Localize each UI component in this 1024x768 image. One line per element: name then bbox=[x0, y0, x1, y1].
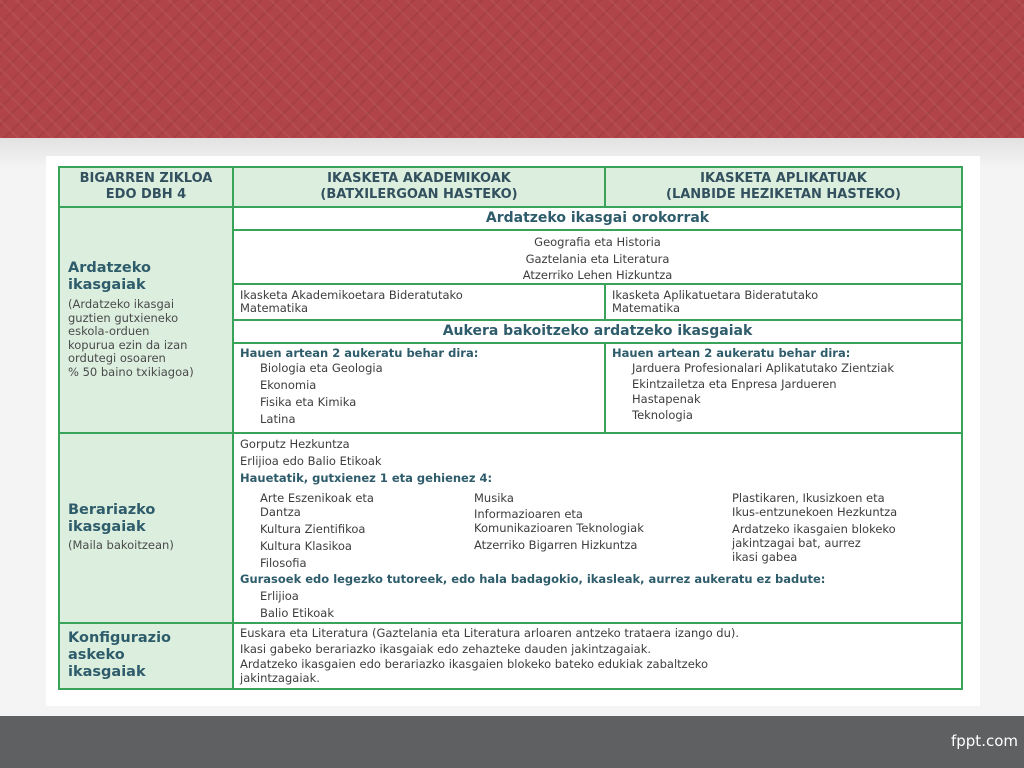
list-item: Atzerriko Bigarren Hizkuntza bbox=[474, 538, 638, 552]
divider bbox=[232, 229, 961, 231]
list-item: Ikasi gabeko berariazko ikasgaiak edo zehazteke dauden jakintzagaiak. bbox=[240, 641, 652, 656]
specific-options-col2 bbox=[474, 491, 714, 552]
section-core-label bbox=[68, 260, 228, 379]
list-item: Euskara eta Literatura (Gaztelania eta Literatura arloaren antzeko trataera izango du). bbox=[240, 626, 740, 640]
list-item: Kultura Klasikoa bbox=[260, 539, 352, 553]
curriculum-table bbox=[58, 166, 963, 690]
divider bbox=[604, 283, 606, 319]
specific-options-col3 bbox=[732, 491, 957, 564]
list-item: Ekintzailetza eta Enpresa Jardueren bbox=[632, 377, 837, 391]
list-item: Atzerriko Lehen Hizkuntza bbox=[522, 268, 673, 282]
list-item: Fisika eta Kimika bbox=[260, 395, 357, 409]
section-specific-title-line2: ikasgaiak bbox=[68, 519, 146, 535]
list-item: Informazioaren eta bbox=[474, 507, 583, 521]
list-item: Biologia eta Geologia bbox=[260, 361, 383, 375]
specific-options-col1 bbox=[260, 491, 480, 570]
list-item: Ardatzeko ikasgaien edo berariazko ikasgaien blokeko bateko edukiak zabaltzeko bbox=[240, 657, 709, 671]
divider bbox=[604, 168, 606, 206]
list-item: Ardatzeko ikasgaien blokeko bbox=[732, 522, 896, 536]
footer-band bbox=[0, 716, 1024, 768]
list-item: Gorputz Hezkuntza bbox=[240, 437, 350, 451]
common-subjects-list bbox=[234, 234, 961, 284]
header-cycle-line1: BIGARREN ZIKLOA bbox=[79, 171, 213, 186]
header-cycle-line2: EDO DBH 4 bbox=[105, 187, 187, 202]
math-academic bbox=[240, 289, 600, 315]
section-free-title-line3: ikasgaiak bbox=[68, 664, 146, 680]
divider bbox=[60, 432, 961, 434]
section-specific-title-line1: Berariazko bbox=[68, 502, 156, 518]
specific-fixed bbox=[240, 436, 955, 487]
divider bbox=[60, 622, 961, 624]
list-item: Geografia eta Historia bbox=[534, 235, 661, 249]
note-line: guztien gutxieneko bbox=[68, 310, 179, 325]
note-line: % 50 baino txikiagoa) bbox=[68, 364, 194, 379]
header-applied-line2: (LANBIDE HEZIKETAN HASTEKO) bbox=[666, 187, 901, 202]
options-heading: Aukera bakoitzeko ardatzeko ikasgaiak bbox=[442, 323, 753, 339]
list-item: Teknologia bbox=[632, 408, 693, 422]
list-item: Musika bbox=[474, 491, 514, 505]
note-line: ordutegi osoaren bbox=[68, 351, 166, 365]
section-free-title-line1: Konfigurazio bbox=[68, 630, 172, 646]
list-item: Dantza bbox=[260, 505, 301, 519]
list-item: Ekonomia bbox=[260, 378, 317, 392]
left-column-bg bbox=[60, 168, 232, 688]
section-specific-label bbox=[68, 502, 228, 553]
guardian-label: Gurasoek edo legezko tutoreek, edo hala badagokio, ikasleak, aurrez aukeratu ez badute: bbox=[240, 572, 826, 586]
academic-choose-label: Hauen artean 2 aukeratu behar dira: bbox=[240, 346, 479, 360]
note-line: (Ardatzeko ikasgai bbox=[68, 297, 175, 311]
header-academic bbox=[234, 168, 604, 206]
math-applied-line1: Ikasketa Aplikatuetara Bideratutako bbox=[612, 288, 819, 302]
list-item: Hastapenak bbox=[632, 392, 701, 406]
header-banner bbox=[0, 0, 1024, 138]
list-item: Gaztelania eta Literatura bbox=[525, 251, 670, 266]
list-item: Arte Eszenikoak eta bbox=[260, 491, 374, 505]
list-item: Erlijioa bbox=[260, 589, 299, 603]
math-academic-line1: Ikasketa Akademikoetara Bideratutako bbox=[240, 288, 463, 302]
list-item: jakintzagaiak. bbox=[240, 671, 320, 685]
header-cycle bbox=[60, 168, 232, 206]
list-item: Latina bbox=[260, 412, 296, 426]
guardian-choice bbox=[240, 571, 955, 622]
section-specific-note: (Maila bakoitzean) bbox=[68, 538, 174, 552]
header-applied bbox=[606, 168, 961, 206]
header-academic-line1: IKASKETA AKADEMIKOAK bbox=[327, 171, 511, 186]
common-subjects-heading: Ardatzeko ikasgai orokorrak bbox=[485, 210, 710, 226]
note-line: kopurua ezin da izan bbox=[68, 337, 188, 352]
list-item: jakintzagai bat, aurrez bbox=[732, 536, 861, 550]
math-applied bbox=[612, 289, 957, 315]
math-applied-line2: Matematika bbox=[612, 301, 681, 315]
section-core-note bbox=[68, 298, 228, 379]
list-item: Filosofia bbox=[260, 556, 307, 570]
specific-choose-label: Hauetatik, gutxienez 1 eta gehienez 4: bbox=[240, 471, 493, 485]
divider bbox=[604, 342, 606, 432]
list-item: Komunikazioaren Teknologiak bbox=[474, 521, 644, 535]
list-item: Erlijioa edo Balio Etikoak bbox=[240, 454, 382, 468]
math-academic-line2: Matematika bbox=[240, 301, 309, 315]
watermark: fppt.com bbox=[950, 732, 1018, 750]
list-item: Kultura Zientifikoa bbox=[260, 522, 366, 536]
header-academic-line2: (BATXILERGOAN HASTEKO) bbox=[320, 187, 518, 202]
header-applied-line1: IKASKETA APLIKATUAK bbox=[700, 171, 867, 186]
academic-options bbox=[240, 346, 600, 428]
section-core-title-line1: Ardatzeko bbox=[68, 260, 151, 276]
note-line: eskola-orduen bbox=[68, 324, 150, 338]
section-free-title-line2: askeko bbox=[68, 647, 125, 663]
section-free-label bbox=[68, 630, 228, 681]
list-item: ikasi gabea bbox=[732, 550, 798, 564]
applied-options bbox=[612, 346, 957, 424]
list-item: Jarduera Profesionalari Aplikatutako Zientziak bbox=[632, 361, 895, 375]
list-item: Plastikaren, Ikusizkoen eta bbox=[732, 491, 885, 505]
section-free-content bbox=[240, 626, 955, 685]
list-item: Ikus-entzunekoen Hezkuntza bbox=[732, 505, 898, 519]
applied-choose-label: Hauen artean 2 aukeratu behar dira: bbox=[612, 346, 851, 360]
list-item: Balio Etikoak bbox=[260, 606, 334, 620]
section-core-title-line2: ikasgaiak bbox=[68, 277, 146, 293]
divider bbox=[232, 342, 961, 344]
